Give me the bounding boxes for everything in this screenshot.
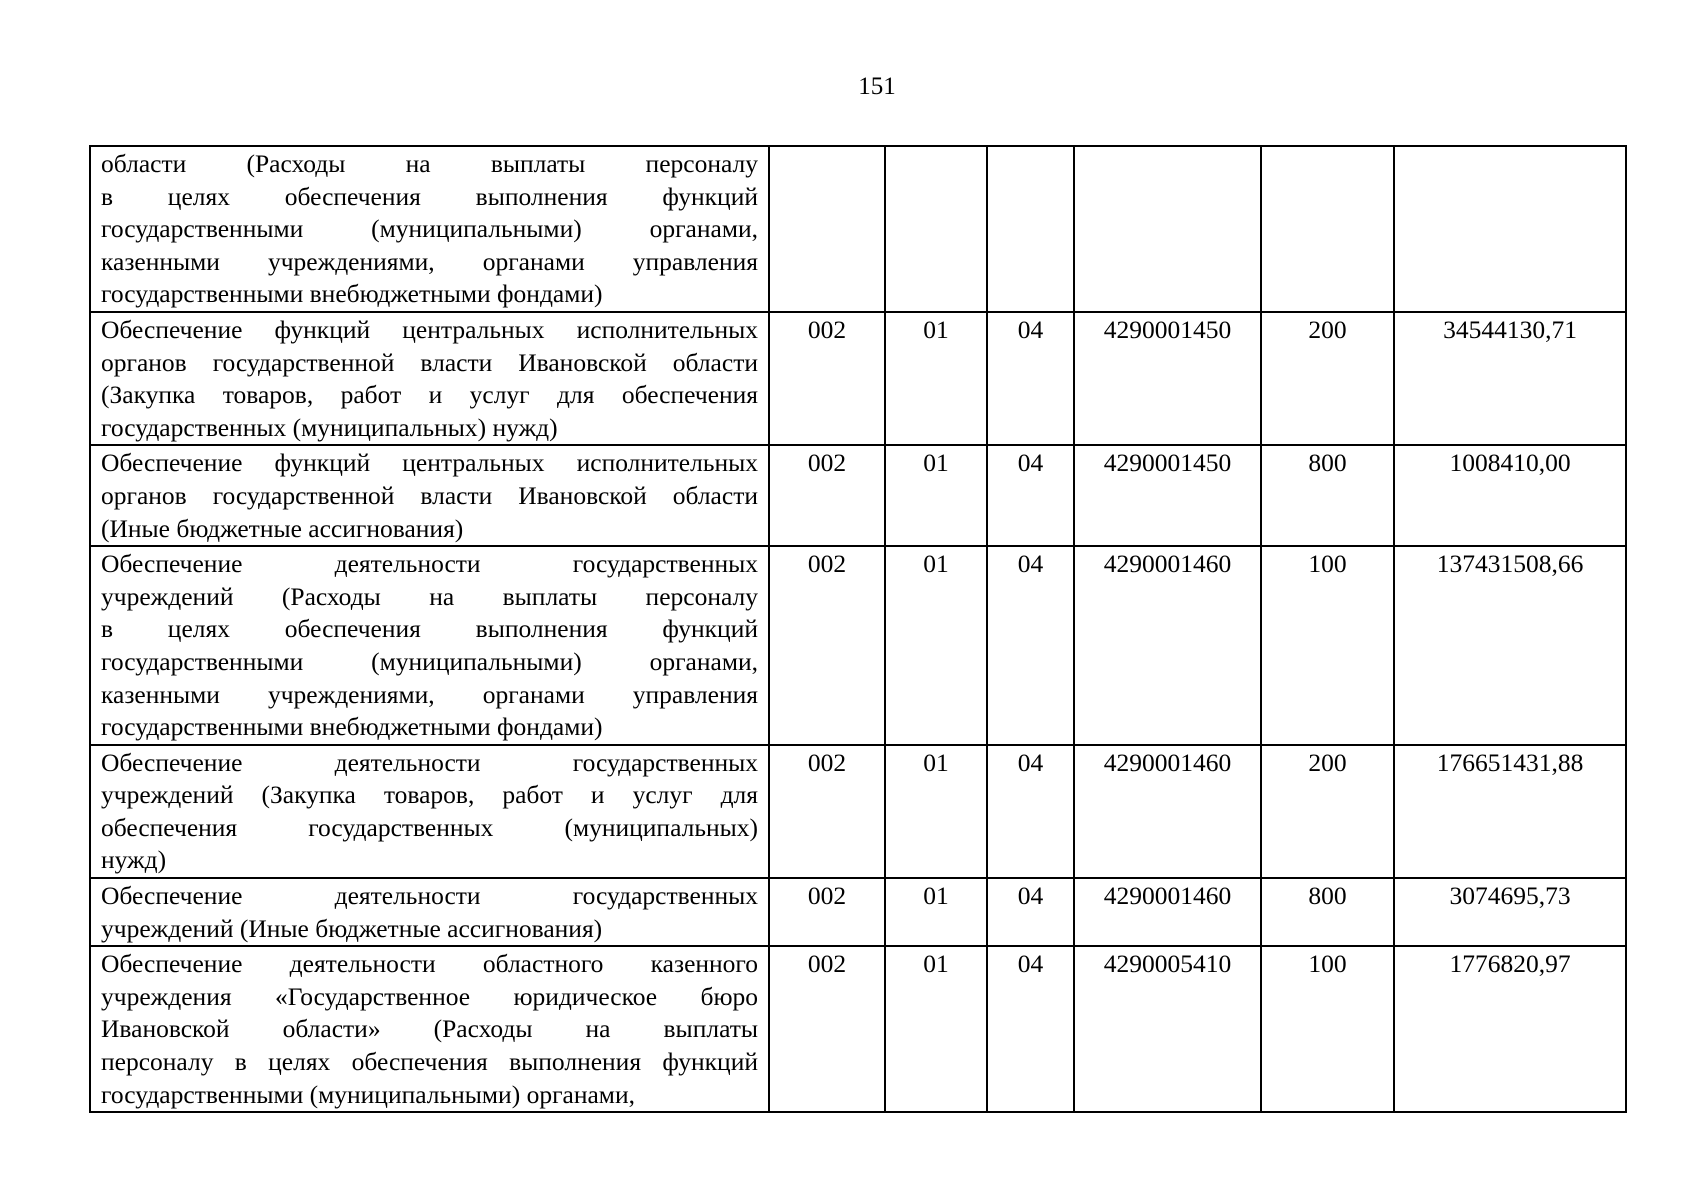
description-cell bbox=[90, 445, 769, 546]
amount-cell: 3074695,73 bbox=[1394, 878, 1626, 946]
description-line: Обеспечение деятельности областного казенного bbox=[101, 949, 758, 979]
description-line: в целях обеспечения выполнения функций bbox=[101, 181, 758, 211]
subsection-code-cell: 04 bbox=[987, 445, 1074, 546]
ministry-code-cell: 002 bbox=[769, 745, 885, 878]
description-line: Обеспечение функций центральных исполнительных bbox=[101, 448, 758, 478]
description-line: нужд) bbox=[101, 845, 167, 875]
description-line: учреждений (Закупка товаров, работ и услуг для bbox=[101, 780, 758, 810]
description-line: органов государственной власти Ивановской области bbox=[101, 480, 758, 510]
description-line: учреждений (Иные бюджетные ассигнования) bbox=[101, 913, 603, 943]
target-article-cell: 4290001450 bbox=[1074, 445, 1261, 546]
page-number: 151 bbox=[858, 73, 896, 100]
description-line: (Закупка товаров, работ и услуг для обеспечения bbox=[101, 380, 758, 410]
description-line: Обеспечение деятельности государственных bbox=[101, 881, 758, 911]
amount-cell: 1776820,97 bbox=[1394, 946, 1626, 1112]
target-article-cell bbox=[1074, 146, 1261, 312]
section-code-cell: 01 bbox=[885, 878, 987, 946]
description-line: Ивановской области» (Расходы на выплаты bbox=[101, 1014, 758, 1044]
expense-type-cell bbox=[1261, 146, 1394, 312]
description-line: (Иные бюджетные ассигнования) bbox=[101, 513, 464, 543]
section-code-cell: 01 bbox=[885, 445, 987, 546]
description-line: государственными (муниципальными) органами, bbox=[101, 1079, 635, 1109]
description-line: Обеспечение деятельности государственных bbox=[101, 747, 758, 777]
section-code-cell: 01 bbox=[885, 546, 987, 745]
table-row bbox=[90, 745, 1626, 878]
subsection-code-cell: 04 bbox=[987, 878, 1074, 946]
description-line: обеспечения государственных (муниципальных) bbox=[101, 812, 758, 842]
ministry-code-cell: 002 bbox=[769, 546, 885, 745]
description-line: казенными учреждениями, органами управления bbox=[101, 246, 758, 276]
description-cell bbox=[90, 546, 769, 745]
amount-cell: 176651431,88 bbox=[1394, 745, 1626, 878]
description-line: области (Расходы на выплаты персоналу bbox=[101, 149, 758, 178]
amount-cell: 34544130,71 bbox=[1394, 312, 1626, 445]
expense-type-cell: 100 bbox=[1261, 546, 1394, 745]
ministry-code-cell bbox=[769, 146, 885, 312]
description-line: государственными внебюджетными фондами) bbox=[101, 279, 603, 309]
section-code-cell bbox=[885, 146, 987, 312]
subsection-code-cell: 04 bbox=[987, 312, 1074, 445]
description-line: органов государственной власти Ивановской области bbox=[101, 347, 758, 377]
table-row bbox=[90, 878, 1626, 946]
table-row bbox=[90, 445, 1626, 546]
expense-type-cell: 800 bbox=[1261, 878, 1394, 946]
description-line: Обеспечение функций центральных исполнительных bbox=[101, 314, 758, 344]
table-row bbox=[90, 546, 1626, 745]
expense-type-cell: 200 bbox=[1261, 312, 1394, 445]
description-line: государственными внебюджетными фондами) bbox=[101, 712, 603, 742]
table-row bbox=[90, 146, 1626, 312]
ministry-code-cell: 002 bbox=[769, 445, 885, 546]
subsection-code-cell: 04 bbox=[987, 745, 1074, 878]
budget-table bbox=[89, 145, 1627, 1113]
description-line: учреждения «Государственное юридическое бюро bbox=[101, 981, 758, 1011]
section-code-cell: 01 bbox=[885, 745, 987, 878]
ministry-code-cell: 002 bbox=[769, 946, 885, 1112]
table-row bbox=[90, 312, 1626, 445]
description-line: государственными (муниципальными) органами, bbox=[101, 646, 758, 676]
amount-cell: 1008410,00 bbox=[1394, 445, 1626, 546]
subsection-code-cell: 04 bbox=[987, 546, 1074, 745]
description-line: персоналу в целях обеспечения выполнения функций bbox=[101, 1047, 758, 1077]
subsection-code-cell bbox=[987, 146, 1074, 312]
target-article-cell: 4290001450 bbox=[1074, 312, 1261, 445]
expense-type-cell: 100 bbox=[1261, 946, 1394, 1112]
description-line: казенными учреждениями, органами управления bbox=[101, 679, 758, 709]
table-row bbox=[90, 946, 1626, 1112]
description-cell bbox=[90, 745, 769, 878]
target-article-cell: 4290001460 bbox=[1074, 745, 1261, 878]
description-cell bbox=[90, 946, 769, 1112]
section-code-cell: 01 bbox=[885, 312, 987, 445]
table-body bbox=[90, 146, 1626, 1112]
description-line: Обеспечение деятельности государственных bbox=[101, 549, 758, 579]
target-article-cell: 4290001460 bbox=[1074, 546, 1261, 745]
ministry-code-cell: 002 bbox=[769, 878, 885, 946]
expense-type-cell: 200 bbox=[1261, 745, 1394, 878]
ministry-code-cell: 002 bbox=[769, 312, 885, 445]
description-cell bbox=[90, 146, 769, 312]
description-line: учреждений (Расходы на выплаты персоналу bbox=[101, 581, 758, 611]
expense-type-cell: 800 bbox=[1261, 445, 1394, 546]
description-line: государственных (муниципальных) нужд) bbox=[101, 412, 558, 442]
description-line: государственными (муниципальными) органами, bbox=[101, 214, 758, 244]
description-cell bbox=[90, 878, 769, 946]
description-line: в целях обеспечения выполнения функций bbox=[101, 614, 758, 644]
amount-cell: 137431508,66 bbox=[1394, 546, 1626, 745]
subsection-code-cell: 04 bbox=[987, 946, 1074, 1112]
amount-cell bbox=[1394, 146, 1626, 312]
description-cell bbox=[90, 312, 769, 445]
target-article-cell: 4290005410 bbox=[1074, 946, 1261, 1112]
target-article-cell: 4290001460 bbox=[1074, 878, 1261, 946]
section-code-cell: 01 bbox=[885, 946, 987, 1112]
